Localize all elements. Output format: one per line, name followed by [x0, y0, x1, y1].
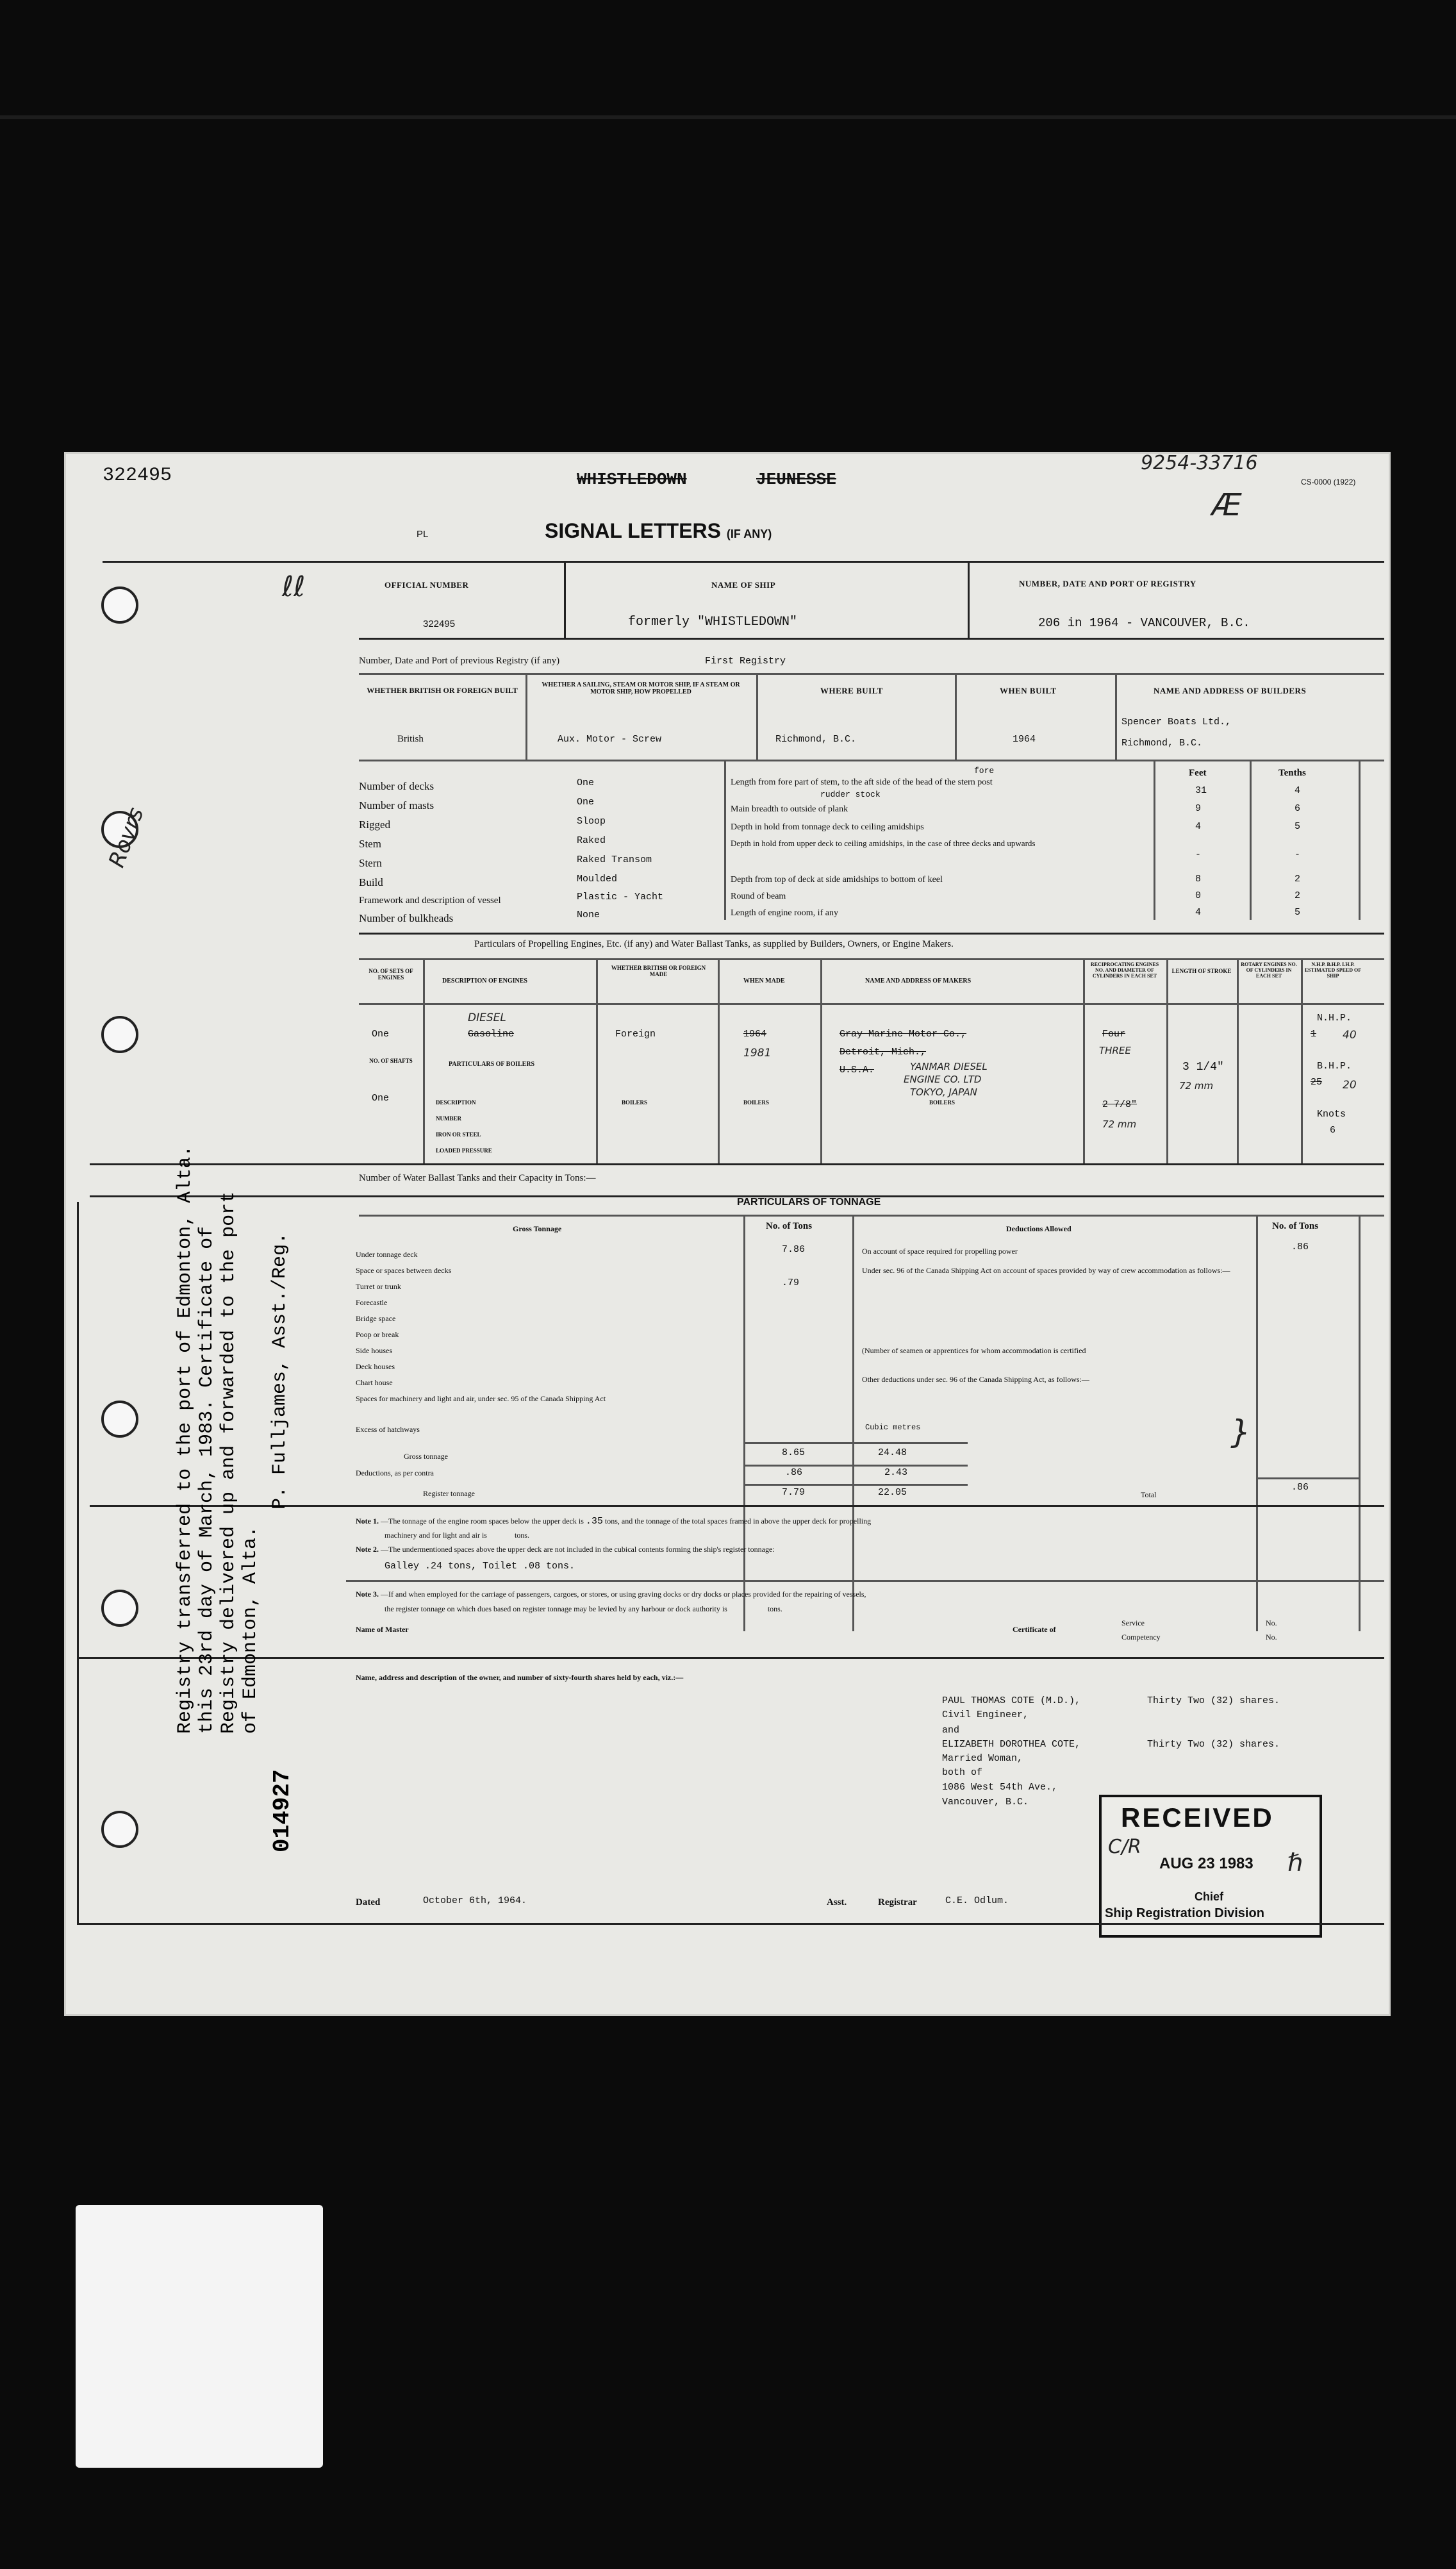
- gross-item-label: Poop or break: [356, 1330, 399, 1339]
- official-number-label: OFFICIAL NUMBER: [385, 580, 469, 590]
- name-of-ship-label: NAME OF SHIP: [711, 580, 776, 590]
- film-edge-line: [0, 115, 1456, 119]
- deduction-item: (Number of seamen or apprentices for whom accommodation is certified: [862, 1346, 1086, 1355]
- makers-new-3: TOKYO, JAPAN: [910, 1086, 977, 1098]
- deductions-total-tons: .86: [785, 1467, 803, 1478]
- when-built-label: WHEN BUILT: [1000, 686, 1057, 695]
- dimension-feet: 4: [1195, 821, 1202, 832]
- dimension-tenths: 5: [1295, 907, 1301, 918]
- engine-description-new: DIESEL: [468, 1011, 506, 1024]
- rule-totals-2: [743, 1465, 968, 1467]
- particular-label: Number of masts: [359, 799, 434, 811]
- engine-made-value: Foreign: [615, 1029, 656, 1040]
- rule-v-eng-2: [596, 958, 598, 1163]
- registrar-value: C.E. Odlum.: [945, 1895, 1009, 1906]
- dimension-tenths: 2: [1295, 874, 1301, 885]
- rule-tonnage-head: [359, 1215, 1384, 1217]
- makers-new-2: ENGINE CO. LTD: [904, 1074, 982, 1085]
- shafts-label: NO. OF SHAFTS: [369, 1058, 413, 1064]
- rule-v-feet: [1154, 760, 1155, 920]
- note2-value: Galley .24 tons, Toilet .08 tons.: [385, 1561, 575, 1572]
- rule-v-build-2: [756, 673, 758, 760]
- stamp-division: Ship Registration Division: [1105, 1906, 1264, 1920]
- dimension-tenths: 6: [1295, 803, 1301, 814]
- dated-label: Dated: [356, 1897, 381, 1908]
- punch-hole-6: [101, 1811, 138, 1848]
- note1-value: .35: [585, 1516, 603, 1527]
- british-built-label: WHETHER BRITISH OR FOREIGN BUILT: [367, 686, 518, 695]
- rule-engines-bottom: [90, 1163, 1384, 1165]
- registrar-label: Registrar: [878, 1897, 917, 1908]
- rule-v-build-4: [1115, 673, 1117, 760]
- note2-text: —The undermentioned spaces above the upper deck are not included in the cubical contents forming the ship's register tonnage:: [381, 1545, 775, 1554]
- film-light-patch: [76, 2205, 323, 2468]
- owner1-occupation: Civil Engineer,: [942, 1709, 1029, 1720]
- competency-label: Competency: [1121, 1633, 1161, 1642]
- note1-prefix: Note 1.: [356, 1517, 379, 1526]
- rule-owners-top: [77, 1657, 1384, 1659]
- note1-line2-text: machinery and for light and air is: [385, 1531, 487, 1540]
- engine-when-label: WHEN MADE: [743, 977, 785, 985]
- rule-top: [103, 561, 1384, 563]
- dimension-label: Depth from top of deck at side amidships to bottom of keel: [731, 875, 943, 885]
- cylinder-diameter-new: 72 mm: [1102, 1118, 1137, 1130]
- rule-v-official: [564, 561, 566, 638]
- dimension-label: Main breadth to outside of plank: [731, 804, 848, 814]
- asst-label: Asst.: [827, 1897, 847, 1908]
- boilers-small-label-3: BOILERS: [929, 1099, 956, 1106]
- engine-when-old: 1964: [743, 1029, 767, 1040]
- engine-stroke-label: LENGTH OF STROKE: [1171, 968, 1232, 974]
- note1-line2-end: tons.: [514, 1531, 529, 1540]
- gross-total-cubic: 24.48: [878, 1447, 907, 1458]
- owners-and: and: [942, 1725, 960, 1736]
- rule-v-eng-5: [1083, 958, 1085, 1163]
- owner2-occupation: Married Woman,: [942, 1753, 1023, 1764]
- rule-engines-head: [359, 958, 1384, 960]
- water-ballast-label: Number of Water Ballast Tanks and their Capacity in Tons:—: [359, 1173, 596, 1183]
- former-name-top: JEUNESSE: [756, 470, 836, 489]
- dimension-feet: -: [1195, 849, 1202, 860]
- feet-header: Feet: [1189, 768, 1207, 778]
- dimension-label: Depth in hold from upper deck to ceiling amidships, in the case of three decks and upwards: [731, 838, 1036, 848]
- particular-label: Stern: [359, 857, 382, 869]
- rule-v-left-margin: [77, 1202, 79, 1923]
- rule-v-eng-6: [1166, 958, 1168, 1163]
- registry-label: NUMBER, DATE AND PORT OF REGISTRY: [1019, 579, 1196, 588]
- rule-v-ton-3: [1256, 1215, 1258, 1631]
- stroke-value: 3 1/4": [1182, 1061, 1224, 1074]
- bhp-old: 25: [1311, 1077, 1323, 1088]
- rule-engines-top: [359, 933, 1384, 935]
- note1-rest: tons, and the tonnage of the total spaces framed in above the upper deck for propelling: [604, 1517, 872, 1526]
- rule-v-eng-3: [718, 958, 720, 1163]
- cubic-metres-label: Cubic metres: [865, 1423, 921, 1432]
- boilers-small-label: BOILERS: [622, 1099, 648, 1106]
- stamp-initials: C/R: [1108, 1836, 1141, 1858]
- engine-when-new: 1981: [743, 1047, 772, 1060]
- gross-item-value: 7.86: [782, 1244, 806, 1255]
- dimension-feet: 4: [1195, 907, 1202, 918]
- certificate-label: Certificate of: [1013, 1625, 1056, 1634]
- previous-registry-value: First Registry: [705, 656, 786, 667]
- service-no-label: No.: [1266, 1618, 1277, 1627]
- total-value: .86: [1291, 1482, 1309, 1493]
- dimension-tenths: 5: [1295, 821, 1301, 832]
- rudder-stock-note: rudder stock: [820, 790, 881, 799]
- dimension-label: Depth in hold from tonnage deck to ceiling amidships: [731, 822, 924, 832]
- official-number-value: 322495: [423, 619, 456, 629]
- particular-value: Raked Transom: [577, 854, 652, 865]
- boilers-small-label-2: BOILERS: [743, 1099, 770, 1106]
- page-title: [545, 519, 772, 543]
- rule-build-bottom: [359, 760, 1384, 761]
- rule-v-tenths: [1250, 760, 1252, 920]
- dimension-tenths: 4: [1295, 785, 1301, 796]
- dimension-feet: 9: [1195, 803, 1202, 814]
- transfer-signer: P. Fulljames, Asst./Reg.: [269, 1232, 291, 1509]
- engine-rotary-label: ROTARY ENGINES NO. OF CYLINDERS IN EACH SET: [1241, 961, 1297, 979]
- particular-label: Framework and description of vessel: [359, 895, 501, 906]
- previous-registry-label: Number, Date and Port of previous Registry (if any): [359, 656, 560, 666]
- owner2-shares: Thirty Two (32) shares.: [1147, 1739, 1280, 1750]
- engines-section-title: Particulars of Propelling Engines, Etc. (if any) and Water Ballast Tanks, as supplied by Builders, Owners, or Engine Makers.: [474, 939, 954, 949]
- total-label: Total: [1141, 1490, 1157, 1499]
- service-label: Service: [1121, 1618, 1145, 1627]
- transfer-note-line-1: Registry transferred to the port of Edmonton, Alta.: [174, 1145, 196, 1734]
- master-label: Name of Master: [356, 1625, 409, 1634]
- builders-value-2: Richmond, B.C.: [1121, 738, 1203, 749]
- punch-hole-4: [101, 1401, 138, 1438]
- dated-value: October 6th, 1964.: [423, 1895, 527, 1906]
- stamp-signature: ℏ: [1287, 1849, 1303, 1877]
- knots-label: Knots: [1317, 1109, 1346, 1120]
- where-built-value: Richmond, B.C.: [775, 734, 857, 745]
- ship-number-top: 322495: [103, 465, 172, 486]
- no-tons-label: No. of Tons: [766, 1221, 813, 1231]
- particular-label: Rigged: [359, 819, 391, 831]
- margin-scribble-left: Rovrs: [104, 804, 149, 871]
- where-built-label: WHERE BUILT: [820, 686, 883, 695]
- gross-item-label: Excess of hatchways: [356, 1425, 420, 1434]
- ship-name-top: WHISTLEDOWN: [577, 470, 687, 489]
- bhp-label: B.H.P.: [1317, 1061, 1352, 1072]
- register-tonnage-cubic: 22.05: [878, 1487, 907, 1498]
- punch-hole-5: [101, 1590, 138, 1627]
- stroke-mm: 72 mm: [1179, 1080, 1214, 1092]
- particular-value: Moulded: [577, 874, 618, 885]
- dimension-label: Length from fore part of stem, to the aft side of the head of the stern post: [731, 777, 993, 787]
- boiler-row-label: NUMBER: [436, 1115, 461, 1122]
- gross-item-value: .79: [782, 1277, 800, 1288]
- british-built-value: British: [397, 734, 424, 744]
- name-of-ship-value: formerly "WHISTLEDOWN": [628, 615, 798, 629]
- rule-totals-3: [743, 1484, 968, 1486]
- gross-item-label: Spaces for machinery and light and air, under sec. 95 of the Canada Shipping Act: [356, 1394, 606, 1403]
- rule-v-eng-7: [1237, 958, 1239, 1163]
- form-code: CS-0000 (1922): [1301, 478, 1356, 486]
- owners-address-1: 1086 West 54th Ave.,: [942, 1782, 1058, 1793]
- makers-old-2: Detroit, Mich.,: [840, 1047, 927, 1058]
- gross-total-tons: 8.65: [782, 1447, 806, 1458]
- nhp-new: 40: [1343, 1029, 1357, 1042]
- rule-build-top: [359, 673, 1384, 675]
- engine-sets-label: NO. OF SETS OF ENGINES: [368, 968, 413, 981]
- rule-v-name: [968, 561, 970, 638]
- gross-item-label: Bridge space: [356, 1314, 396, 1323]
- note3-line2-end: tons.: [767, 1604, 782, 1613]
- gross-item-label: Space or spaces between decks: [356, 1266, 452, 1275]
- makers-old-3: U.S.A.: [840, 1065, 875, 1076]
- deductions-label: Deductions Allowed: [1006, 1224, 1071, 1233]
- transfer-note-line-2: this 23rd day of March, 1983. Certificate of: [196, 1226, 218, 1734]
- rule-v-eng-1: [423, 958, 425, 1163]
- owner2-name: ELIZABETH DOROTHEA COTE,: [942, 1739, 1081, 1750]
- gross-item-label: Under tonnage deck: [356, 1250, 418, 1259]
- owner1-name: PAUL THOMAS COTE (M.D.),: [942, 1695, 1081, 1706]
- initials-mark: Æ: [1211, 487, 1241, 523]
- particular-value: Sloop: [577, 816, 606, 827]
- register-tonnage-label: Register tonnage: [423, 1489, 475, 1498]
- gross-tonnage-label: Gross Tonnage: [513, 1224, 562, 1233]
- rule-engines-subhead: [359, 1003, 1384, 1005]
- gross-item-label: Chart house: [356, 1378, 393, 1387]
- particular-label: Number of decks: [359, 780, 434, 792]
- owners-label: Name, address and description of the owner, and number of sixty-fourth shares held by each, viz.:—: [356, 1673, 684, 1682]
- cylinder-diameter-old: 2 7/8": [1102, 1099, 1138, 1110]
- stamp-date: AUG 23 1983: [1159, 1855, 1253, 1872]
- makers-new-1: YANMAR DIESEL: [910, 1061, 988, 1072]
- competency-no-label: No.: [1266, 1633, 1277, 1642]
- deduction-item: On account of space required for propelling power: [862, 1247, 1018, 1256]
- particular-label: Stem: [359, 838, 381, 850]
- when-built-value: 1964: [1013, 734, 1036, 745]
- signal-letters-suffix: (IF ANY): [726, 528, 772, 540]
- boiler-row-label: IRON OR STEEL: [436, 1131, 481, 1138]
- nhp-old: 1: [1311, 1029, 1317, 1040]
- deduction-item: Other deductions under sec. 96 of the Canada Shipping Act, as follows:—: [862, 1375, 1089, 1384]
- rule-v-eng-8: [1301, 958, 1303, 1163]
- knots-value: 6: [1330, 1125, 1336, 1136]
- note3-line2: [385, 1604, 782, 1614]
- engine-made-label: WHETHER BRITISH OR FOREIGN MADE: [611, 965, 706, 977]
- dimension-tenths: 2: [1295, 890, 1301, 901]
- brace-mark: }: [1230, 1413, 1251, 1451]
- received-stamp: [1099, 1795, 1322, 1938]
- register-tonnage-tons: 7.79: [782, 1487, 806, 1498]
- note2-prefix: Note 2.: [356, 1545, 379, 1554]
- cylinders-new: THREE: [1099, 1045, 1131, 1056]
- particular-label: Build: [359, 876, 383, 888]
- deduction-item: Under sec. 96 of the Canada Shipping Act on account of spaces provided by way of crew accommodation as follows:—: [862, 1266, 1230, 1275]
- note1: [356, 1516, 871, 1527]
- rule-v-ton-4: [1359, 1215, 1361, 1631]
- note1-text: —The tonnage of the engine room spaces below the upper deck is: [381, 1517, 584, 1526]
- gross-item-label: Side houses: [356, 1346, 392, 1355]
- owner1-shares: Thirty Two (32) shares.: [1147, 1695, 1280, 1706]
- builders-label: NAME AND ADDRESS OF BUILDERS: [1154, 686, 1307, 695]
- dimension-feet: 31: [1195, 785, 1207, 796]
- engine-description-old: Gasoline: [468, 1029, 515, 1040]
- dimension-feet: 8: [1195, 874, 1202, 885]
- rule-footer: [77, 1923, 1384, 1925]
- margin-scribble-top: ℓℓ: [282, 570, 306, 603]
- no-tons-label-2: No. of Tons: [1272, 1221, 1319, 1231]
- rule-v-eng-4: [820, 958, 822, 1163]
- note3-line2-text: the register tonnage on which dues based on register tonnage may be levied by any harbour or dock authority is: [385, 1604, 727, 1613]
- nhp-label: N.H.P.: [1317, 1013, 1352, 1024]
- engine-description-label: DESCRIPTION OF ENGINES: [442, 977, 527, 985]
- serial-number: 014927: [269, 1769, 295, 1852]
- engine-cylinders-label: RECIPROCATING ENGINES NO. AND DIAMETER OF CYLINDERS IN EACH SET: [1090, 961, 1159, 979]
- deductions-total-label: Deductions, as per contra: [356, 1468, 434, 1477]
- transfer-note-line-4: of Edmonton, Alta.: [240, 1526, 261, 1734]
- rule-totals-4: [1256, 1477, 1359, 1479]
- deductions-total-cubic: 2.43: [884, 1467, 908, 1478]
- note3: [356, 1590, 866, 1599]
- transfer-note-line-3: Registry delivered up and forwarded to the port: [218, 1191, 240, 1734]
- boiler-row-label: LOADED PRESSURE: [436, 1147, 492, 1154]
- dimension-label: Length of engine room, if any: [731, 908, 838, 918]
- ship-type-value: Aux. Motor - Screw: [558, 734, 662, 745]
- rule-v-ton-2: [852, 1215, 854, 1631]
- signal-letters-title: SIGNAL LETTERS: [545, 519, 721, 542]
- deduction-value: .86: [1291, 1242, 1309, 1252]
- tonnage-title: PARTICULARS OF TONNAGE: [737, 1197, 881, 1208]
- rule-v-end: [1359, 760, 1361, 920]
- gross-item-label: Forecastle: [356, 1298, 388, 1307]
- stamp-chief: Chief: [1195, 1890, 1223, 1903]
- gross-item-label: Turret or trunk: [356, 1282, 401, 1291]
- pl-mark: PL: [417, 529, 429, 540]
- shafts-value: One: [372, 1093, 390, 1104]
- fore-note: fore: [974, 766, 995, 776]
- registry-value: 206 in 1964 - VANCOUVER, B.C.: [1038, 616, 1250, 630]
- note3-prefix: Note 3.: [356, 1590, 379, 1599]
- rule-v-build-1: [525, 673, 527, 760]
- tenths-header: Tenths: [1278, 768, 1306, 778]
- owners-both-of: both of: [942, 1767, 983, 1778]
- makers-old-1: Gray Marine Motor Co.,: [840, 1029, 967, 1040]
- builders-value-1: Spencer Boats Ltd.,: [1121, 717, 1232, 727]
- dimension-tenths: -: [1295, 849, 1301, 860]
- rule-v-build-3: [955, 673, 957, 760]
- dimension-feet: 0: [1195, 890, 1202, 901]
- ship-type-label: WHETHER A SAILING, STEAM OR MOTOR SHIP, IF A STEAM OR MOTOR SHIP, HOW PROPELLED: [542, 681, 740, 695]
- owners-address-2: Vancouver, B.C.: [942, 1797, 1029, 1808]
- note2: [356, 1545, 775, 1554]
- registry-document: [64, 452, 1391, 2016]
- rule-reg-bottom: [359, 638, 1384, 640]
- gross-total-label: Gross tonnage: [404, 1452, 448, 1461]
- punch-hole-1: [101, 586, 138, 624]
- cylinders-old: Four: [1102, 1029, 1126, 1040]
- note1-line2: [385, 1531, 529, 1540]
- gross-item-label: Deck houses: [356, 1362, 395, 1371]
- stamp-title: RECEIVED: [1121, 1802, 1274, 1833]
- particular-value: Plastic - Yacht: [577, 892, 664, 902]
- rule-note3-top: [346, 1580, 1384, 1582]
- particular-value: One: [577, 777, 595, 788]
- engine-sets-value: One: [372, 1029, 390, 1040]
- particular-value: None: [577, 910, 600, 920]
- engine-makers-label: NAME AND ADDRESS OF MAKERS: [865, 977, 972, 985]
- rule-totals-1: [743, 1442, 968, 1444]
- note3-text: —If and when employed for the carriage of passengers, cargoes, or stores, or using graving docks or dry docks or places provided for the repairing of vessels,: [381, 1590, 866, 1599]
- boilers-particulars-label: PARTICULARS OF BOILERS: [449, 1061, 535, 1068]
- particular-value: Raked: [577, 835, 606, 846]
- top-right-note: 9254-33716: [1141, 452, 1258, 474]
- rule-v-particulars: [724, 760, 726, 920]
- bhp-new: 20: [1343, 1079, 1357, 1092]
- dimension-label: Round of beam: [731, 892, 786, 901]
- particular-value: One: [577, 797, 595, 808]
- boiler-row-label: DESCRIPTION: [436, 1099, 476, 1106]
- rule-v-ton-1: [743, 1215, 745, 1631]
- engine-power-label: N.H.P. B.H.P. I.H.P. ESTIMATED SPEED OF SHIP: [1304, 961, 1362, 979]
- punch-hole-3: [101, 1016, 138, 1053]
- particular-label: Number of bulkheads: [359, 912, 454, 924]
